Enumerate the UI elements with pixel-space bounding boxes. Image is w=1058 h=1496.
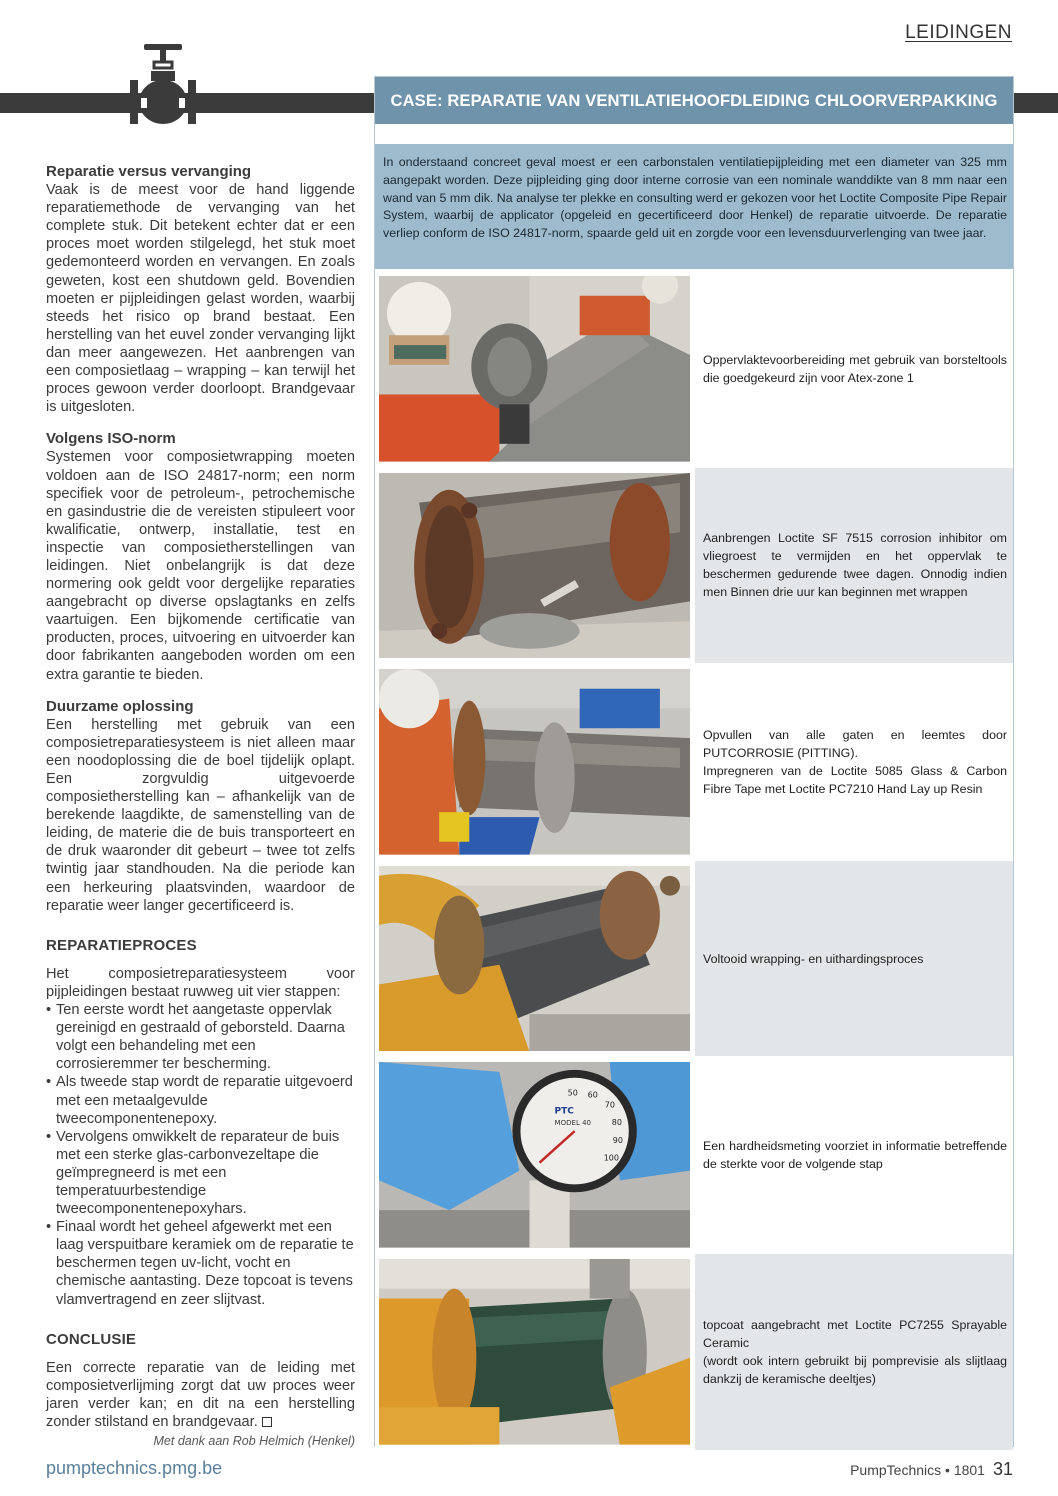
- caption-text: Een hardheidsmeting voorziet in informatie betreffende de sterkte voor de volgende stap: [703, 1139, 1007, 1172]
- valve-icon: [127, 44, 199, 126]
- photo-hardness-gauge: [375, 1057, 695, 1253]
- paragraph-conclusie: [46, 1359, 355, 1431]
- step-caption: [695, 271, 1013, 467]
- photo-brushing: [375, 271, 695, 467]
- case-steps: [375, 270, 1013, 1450]
- list-item: • Finaal wordt het geheel afgewerkt met een laag verspuitbare keramiek om de reparatie te beschermen tegen uv-licht, vocht en chemische aantasting. Deze topcoat is tevens vlamvertragend en zeer slijtvast.: [46, 1218, 355, 1308]
- gauge-number: 60: [587, 1090, 598, 1100]
- gauge-number: 100: [603, 1154, 620, 1164]
- step-caption: [695, 1057, 1013, 1253]
- photo-topcoat: [375, 1254, 695, 1450]
- magazine-issue: PumpTechnics • 1801: [850, 1462, 985, 1478]
- footer-magazine: [850, 1459, 1013, 1480]
- process-list: [46, 1001, 355, 1309]
- gauge-model: MODEL 40: [554, 1119, 592, 1128]
- paragraph-process-intro: Het composietreparatiesysteem voor pijpleidingen bestaat ruwweg uit vier stappen:: [46, 965, 355, 1000]
- section-label: LEIDINGEN: [905, 22, 1012, 43]
- case-step: [375, 1253, 1013, 1450]
- article-body: [46, 163, 355, 1450]
- step-caption: [695, 1254, 1013, 1450]
- case-step: [375, 663, 1013, 860]
- footer-url[interactable]: pumptechnics.pmg.be: [46, 1458, 223, 1478]
- heading-reparatieproces: REPARATIEPROCES: [46, 936, 197, 954]
- case-step: [375, 270, 1013, 467]
- caption-text: Oppervlaktevoorbereiding met gebruik van borsteltools die goedgekeurd zijn voor Atex-zone 1: [703, 352, 1007, 385]
- gauge-number: 70: [604, 1100, 615, 1110]
- gauge-brand: PTC: [554, 1106, 574, 1117]
- case-title: CASE: REPARATIE VAN VENTILATIEHOOFDLEIDING CHLOORVERPAKKING: [375, 77, 1013, 124]
- gauge-number: 90: [612, 1136, 623, 1146]
- step-caption: [695, 664, 1013, 860]
- photo-corrosion-inhibitor: [375, 468, 695, 664]
- credit: Met dank aan Rob Helmich (Henkel): [153, 1434, 355, 1449]
- gauge-number: 80: [611, 1118, 622, 1128]
- list-item: • Vervolgens omwikkelt de reparateur de buis met een sterke glas-carbonvezeltape die geïmpregneerd is met een temperatuurbestendige tweecomponentenepoxyhars.: [46, 1128, 355, 1218]
- step-caption: [695, 468, 1013, 664]
- case-step: [375, 1056, 1013, 1253]
- paragraph-iso: Systemen voor composietwrapping moeten voldoen aan de ISO 24817-norm; een norm specifiek voor de petroleum-, petrochemische en gasindustrie die de vereisten stipuleert voor kwalificatie, ontwerp, installatie, test en inspectie van composietherstellingen van leidingen. Niet onbelangrijk is dat deze normering ook geldt voor dergelijke reparaties aangebracht op diverse opslagtanks en zelfs vaartuigen. Een bijkomende certificatie van producten, proces, uitvoering en uitvoerder kan door fabrikanten aangeboden worden om een extra garantie te bieden.: [46, 449, 355, 683]
- heading-duurzaam: Duurzame oplossing: [46, 697, 194, 715]
- photo-wrapped-pipe: [375, 861, 695, 1057]
- paragraph-reparatie: Vaak is de meest voor de hand liggende reparatiemethode de vervanging van het complete stuk. Dit betekent echter dat er een proces moet worden stilgelegd, het stuk moet gedemonteerd worden en vervangen. En zoals geweten, kost een shutdown geld. Bovendien moeten er pijpleidingen gelast worden, waarbij steeds het risico op brand bestaat. Een herstelling van het euvel zonder vervanging lijkt dan meer aangewezen. Het aanbrengen van een composietlaag – wrapping – kan terwijl het proces gewoon verder doorloopt. Brandgevaar is uitgesloten.: [46, 182, 355, 416]
- end-of-article-icon: [262, 1417, 272, 1427]
- case-box: [374, 76, 1014, 1447]
- case-step: [375, 467, 1013, 664]
- caption-text: Voltooid wrapping- en uithardingsproces: [703, 951, 924, 966]
- step-caption: [695, 861, 1013, 1057]
- photo-impregnating: [375, 664, 695, 860]
- list-item: • Ten eerste wordt het aangetaste oppervlak gereinigd en gestraald of geborsteld. Daarna volgt een behandeling met een corrosieremmer ter bescherming.: [46, 1001, 355, 1073]
- caption-text: topcoat aangebracht met Loctite PC7255 Sprayable Ceramic (wordt ook intern gebruikt bij pomprevisie als slijtlaag dankzij de keramische deeltjes): [703, 1317, 1007, 1386]
- heading-conclusie: CONCLUSIE: [46, 1330, 137, 1348]
- conclusie-text: Een correcte reparatie van de leiding met composietverlijming zorgt dat uw proces weer jaren verder kan; en dit na een herstelling zonder stilstand en brandgevaar.: [46, 1359, 355, 1430]
- list-item: • Als tweede stap wordt de reparatie uitgevoerd met een metaalgevulde tweecomponentenepoxy.: [46, 1073, 355, 1127]
- caption-text: Aanbrengen Loctite SF 7515 corrosion inhibitor om vliegroest te vermijden en het oppervlak te beschermen gedurende twee dagen. Onnodig indien men Binnen drie uur kan beginnen met wrappen: [703, 531, 1007, 600]
- page-number: 31: [992, 1459, 1013, 1479]
- case-step: [375, 860, 1013, 1057]
- heading-reparatie: Reparatie versus vervanging: [46, 163, 252, 180]
- caption-text: Opvullen van alle gaten en leemtes door PUTCORROSIE (PITTING). Impregneren van de Loctite 5085 Glass & Carbon Fibre Tape met Loctite PC7210 Hand Lay up Resin: [703, 727, 1007, 796]
- paragraph-duurzaam: Een herstelling met gebruik van een composietreparatiesysteem is niet alleen maar een noodoplossing die de boel tijdelijk oplapt. Een zorgvuldig uitgevoerde composietherstelling kan – afhankelijk van de berekende laagdikte, de samenstelling van de leiding, de materie die de buis transporteert en de druk waaronder dit gebeurt – twee tot zelfs twintig jaar standhouden. Na die periode kan een herkeuring plaatsvinden, waardoor de reparatie weer langer gecertificeerd is.: [46, 716, 355, 914]
- gauge-number: 50: [567, 1088, 578, 1098]
- heading-iso: Volgens ISO-norm: [46, 430, 176, 448]
- case-intro: In onderstaand concreet geval moest er een carbonstalen ventilatiepijpleiding met een diameter van 325 mm aangepakt worden. Deze pijpleiding ging door interne corrosie van een nominale wanddikte van 8 mm naar een wand van 5 mm dik. Na analyse ter plekke en consulting werd er gekozen voor het Loctite Composite Pipe Repair System, waarbij de applicator (opgeleid en gecertificeerd door Henkel) de reparatie uitvoerde. De reparatie verliep conform de ISO 24817-norm, spaarde geld uit en zorgde voor een levensduurverlenging van twee jaar.: [375, 144, 1013, 269]
